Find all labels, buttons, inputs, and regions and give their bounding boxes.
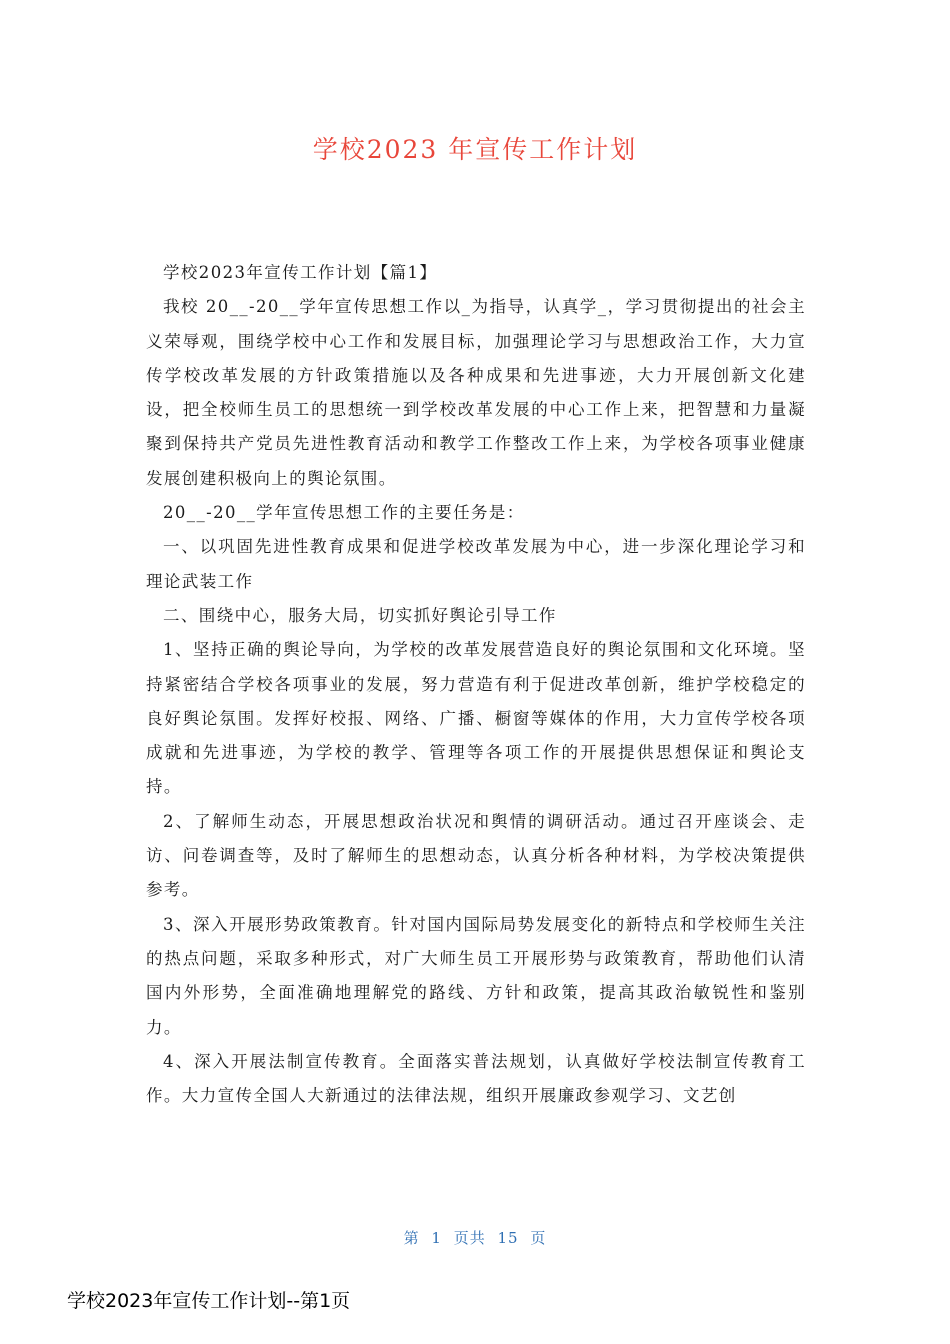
paragraph-task-two: 二、围绕中心，服务大局，切实抓好舆论引导工作 <box>163 605 557 625</box>
page-caption: 学校2023年宣传工作计划--第1页 <box>67 1290 351 1312</box>
paragraph-item-3: 3、深入开展形势政策教育。针对国内国际局势发展变化的新特点和学校师生关注的热点问题，采取多种形式，对广大师生员工开展形势与政策教育，帮助他们认清国内外形势，全面准确地理解党的路线、方针和政策，提高其政治敏锐性和鉴别力。 <box>146 914 806 1037</box>
paragraph-intro: 我校 20__-20__学年宣传思想工作以_为指导，认真学_，学习贯彻提出的社会主义荣辱观，围绕学校中心工作和发展目标，加强理论学习与思想政治工作，大力宣传学校改革发展的方针政策措施以及各种成果和先进事迹，大力开展创新文化建设，把全校师生员工的思想统一到学校改革发展的中心工作上来，把智慧和力量凝聚到保持共产党员先进性教育活动和教学工作整改工作上来，为学校各项事业健康发展创建积极向上的舆论氛围。 <box>146 297 806 488</box>
paragraph-item-4: 4、深入开展法制宣传教育。全面落实普法规划，认真做好学校法制宣传教育工作。大力宣传全国人大新通过的法律法规，组织开展廉政参观学习、文艺创 <box>146 1051 806 1106</box>
page-number-footer <box>0 1227 950 1248</box>
footer-suffix: 页 <box>530 1229 547 1247</box>
paragraph-task-one: 一、以巩固先进性教育成果和促进学校改革发展为中心，进一步深化理论学习和理论武装工作 <box>146 537 806 591</box>
footer-middle: 页共 <box>453 1229 486 1247</box>
footer-total-pages: 15 <box>497 1229 519 1247</box>
paragraph-tasks-heading: 20__-20__学年宣传思想工作的主要任务是： <box>163 503 525 523</box>
footer-page-number: 1 <box>431 1229 442 1247</box>
paragraph-item-2: 2、了解师生动态，开展思想政治状况和舆情的调研活动。通过召开座谈会、走访、问卷调查等，及时了解师生的思想动态，认真分析各种材料，为学校决策提供参考。 <box>146 811 806 900</box>
footer-prefix: 第 <box>403 1229 420 1247</box>
paragraph-item-1: 1、坚持正确的舆论导向，为学校的改革发展营造良好的舆论氛围和文化环境。坚持紧密结合学校各项事业的发展，努力营造有利于促进改革创新，维护学校稳定的良好舆论氛围。发挥好校报、网络、广播、橱窗等媒体的作用，大力宣传学校各项成就和先进事迹，为学校的教学、管理等各项工作的开展提供思想保证和舆论支持。 <box>146 640 806 797</box>
document-title: 学校2023 年宣传工作计划 <box>312 135 638 164</box>
section-heading: 学校2023年宣传工作计划【篇1】 <box>163 263 438 282</box>
document-body <box>146 256 806 1113</box>
